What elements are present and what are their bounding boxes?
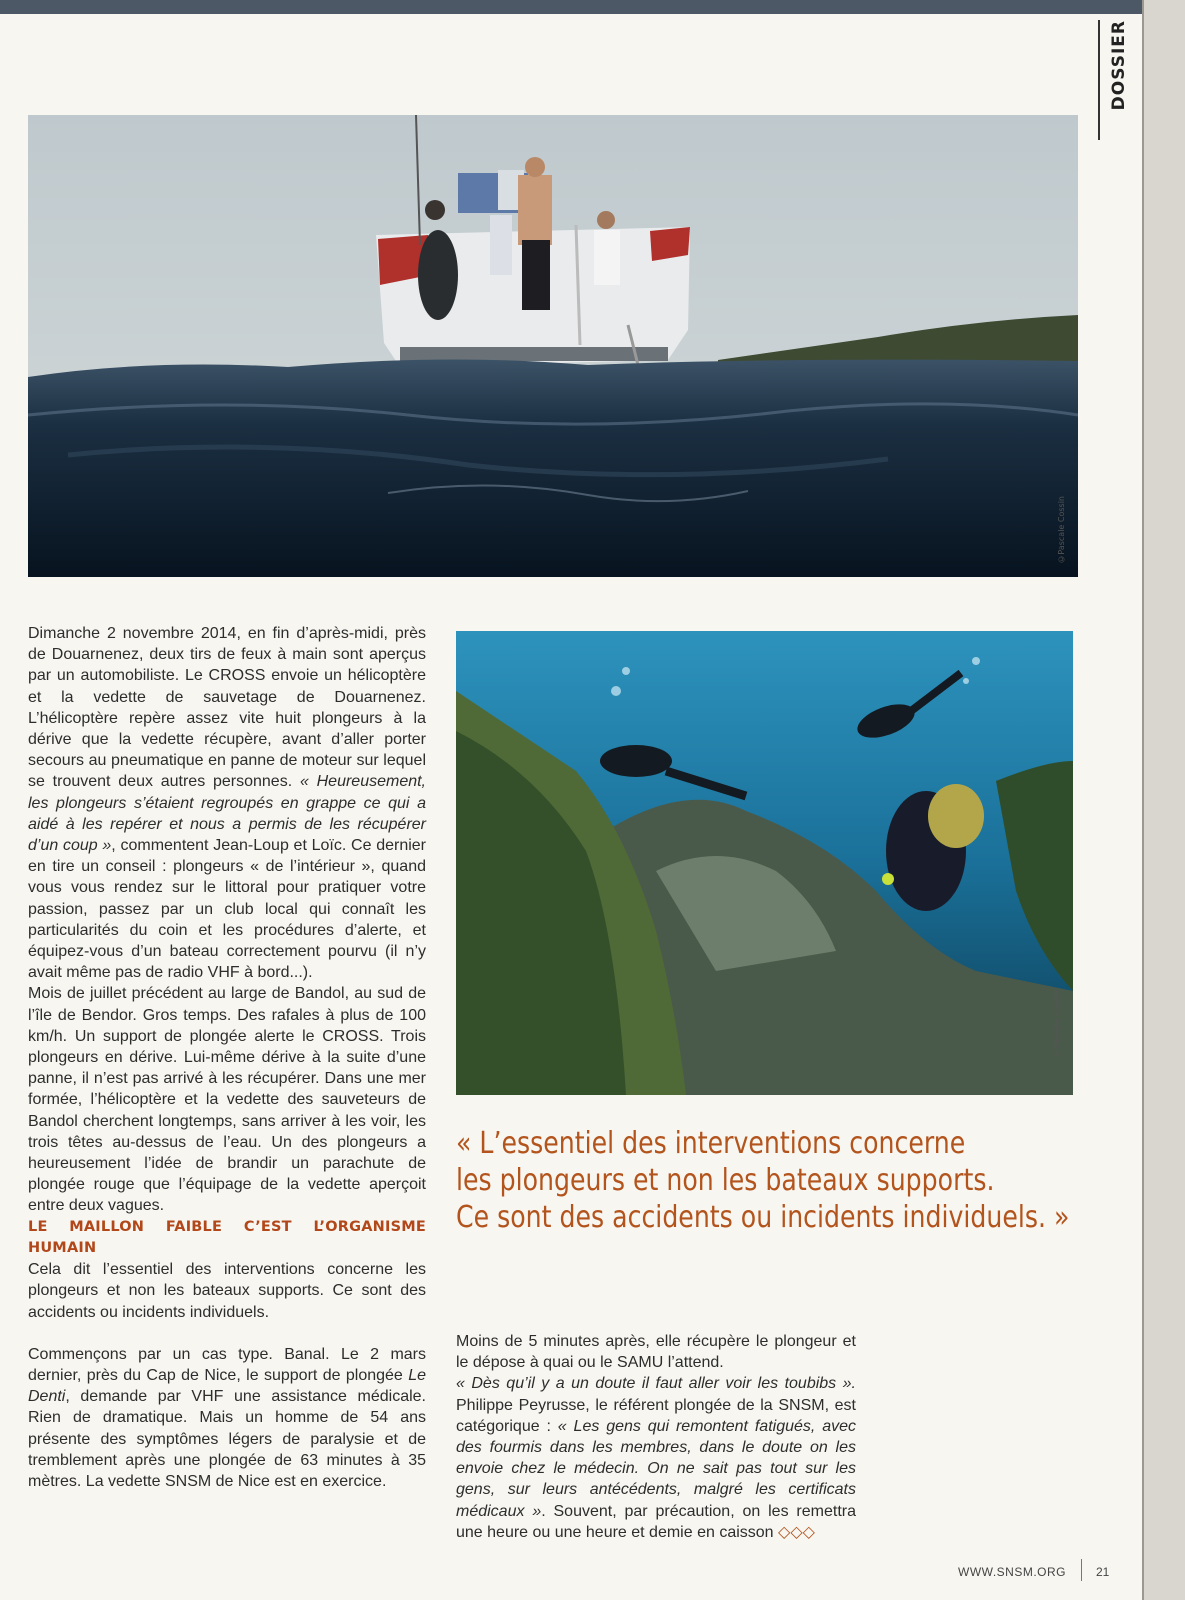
paragraph-text: Commençons par un cas type. Banal. Le 2 mars dernier, près du Cap de Nice, le support de plongée [28, 1345, 426, 1384]
footer-separator [1081, 1559, 1082, 1581]
witness-quote: « Heureusement, les plongeurs s’étaient regroupés en grappe ce qui a aidé à les repérer et nous a permis de les récupérer d’un coup » [28, 773, 427, 855]
article-column-right [456, 1331, 856, 1543]
footer-url: WWW.SNSM.ORG [958, 1565, 1066, 1579]
paragraph-text: , commentent Jean-Loup et Loïc. Ce dernier en tire un conseil : plongeurs « de l’intérieur », quand vous vous rendez sur le littoral pour pratiquer votre passion, passez par un club local qui connaît les particularités du coin et les procédures d’alerte, et équipez-vous d’un bateau correctement pourvu (il n’y avait même pas de radio VHF à bord...). [28, 837, 427, 982]
paragraph-text: Philippe Peyrusse, le référent plongée de la SNSM, est catégorique : [456, 1396, 856, 1435]
reef-divers-photo [456, 631, 1073, 1095]
section-subheading: LE MAILLON FAIBLE C’EST L’ORGANISME HUMAIN [28, 1218, 426, 1256]
section-label-text: DOSSIER [1109, 20, 1129, 111]
pull-quote-line: Ce sont des accidents ou incidents individuels. » [456, 1200, 1070, 1235]
reef-divers-illustration [456, 631, 1073, 1095]
paragraph-referent [456, 1373, 856, 1543]
pull-quote [456, 1125, 1070, 1236]
paragraph-douarnenez [28, 623, 426, 983]
page-number: 21 [1096, 1565, 1110, 1579]
page-gutter [1144, 0, 1185, 1600]
reef-photo-credit: ©Pascale Cossin [1052, 990, 1061, 1058]
paragraph-summary: Cela dit l’essentiel des interventions concerne les plongeurs et non les bateaux supports. Ce sont des accidents ou incidents individuels. [28, 1261, 426, 1321]
top-color-bar [0, 0, 1185, 14]
paragraph-text: Dimanche 2 novembre 2014, en fin d’après-midi, près de Douarnenez, deux tirs de feux à main sont aperçus par un automobiliste. Le CROSS envoie un hélicoptère et la vedette de sauvetage de Douarnenez. L’hélicoptère repère assez vite huit plongeurs à la dérive que la vedette récupère, avant d’aller porter secours au pneumatique en panne de moteur sur lequel se trouvent deux autres personnes. [28, 625, 426, 791]
top-photo-credit: ©Pascale Cossin [1057, 496, 1066, 564]
page-edge [1142, 0, 1144, 1600]
pull-quote-line: « L’essentiel des interventions concerne [456, 1126, 966, 1161]
doctor-quote: « Dès qu’il y a un doute il faut aller voir les toubibs ». [456, 1375, 856, 1393]
dive-boat-photo [28, 115, 1078, 577]
referent-quote: « Les gens qui remontent fatigués, avec des fourmis dans les membres, dans le doute on les envoie chez le médecin. On ne sait pas tout sur les gens, sur leurs antécédents, malgré les certificats médicaux » [456, 1417, 856, 1520]
article-column-left [28, 623, 426, 1492]
paragraph-rescue: Moins de 5 minutes après, elle récupère le plongeur et le dépose à quai ou le SAMU l’attend. [456, 1333, 856, 1372]
paragraph-text: . Souvent, par précaution, on les remettra une heure ou une heure et demie en caisson [456, 1502, 856, 1541]
pull-quote-line: les plongeurs et non les bateaux supports. [456, 1163, 995, 1198]
boat-name: Le Denti [28, 1366, 426, 1406]
dive-boat-illustration [28, 115, 1078, 577]
end-of-article-mark: ◇◇◇ [778, 1523, 815, 1541]
section-label [1098, 20, 1138, 140]
paragraph-bandol: Mois de juillet précédent au large de Bandol, au sud de l’île de Bendor. Gros temps. Des rafales à plus de 100 km/h. Un support de plongée alerte le CROSS. Trois plongeurs en dérive. Lui-même dérive à la suite d’une panne, il n’est pas arrivé à les récupérer. Dans une mer formée, l’hélicoptère et la vedette des sauveteurs de Bandol cherchent longtemps, sans arriver à les voir, les trois têtes au-dessus de l’eau. Un des plongeurs a heureusement l’idée de brandir un parachute de plongée rouge que l’équipage de la vedette aperçoit entre deux vagues. [28, 985, 426, 1215]
paragraph-gap [28, 1323, 426, 1344]
paragraph-cap-de-nice [28, 1344, 426, 1492]
paragraph-text: , demande par VHF une assistance médicale. Rien de dramatique. Mais un homme de 54 ans présente des symptômes légers de paralysie et de tremblement après une plongée de 63 minutes à 35 mètres. La vedette SNSM de Nice est en exercice. [28, 1388, 426, 1490]
